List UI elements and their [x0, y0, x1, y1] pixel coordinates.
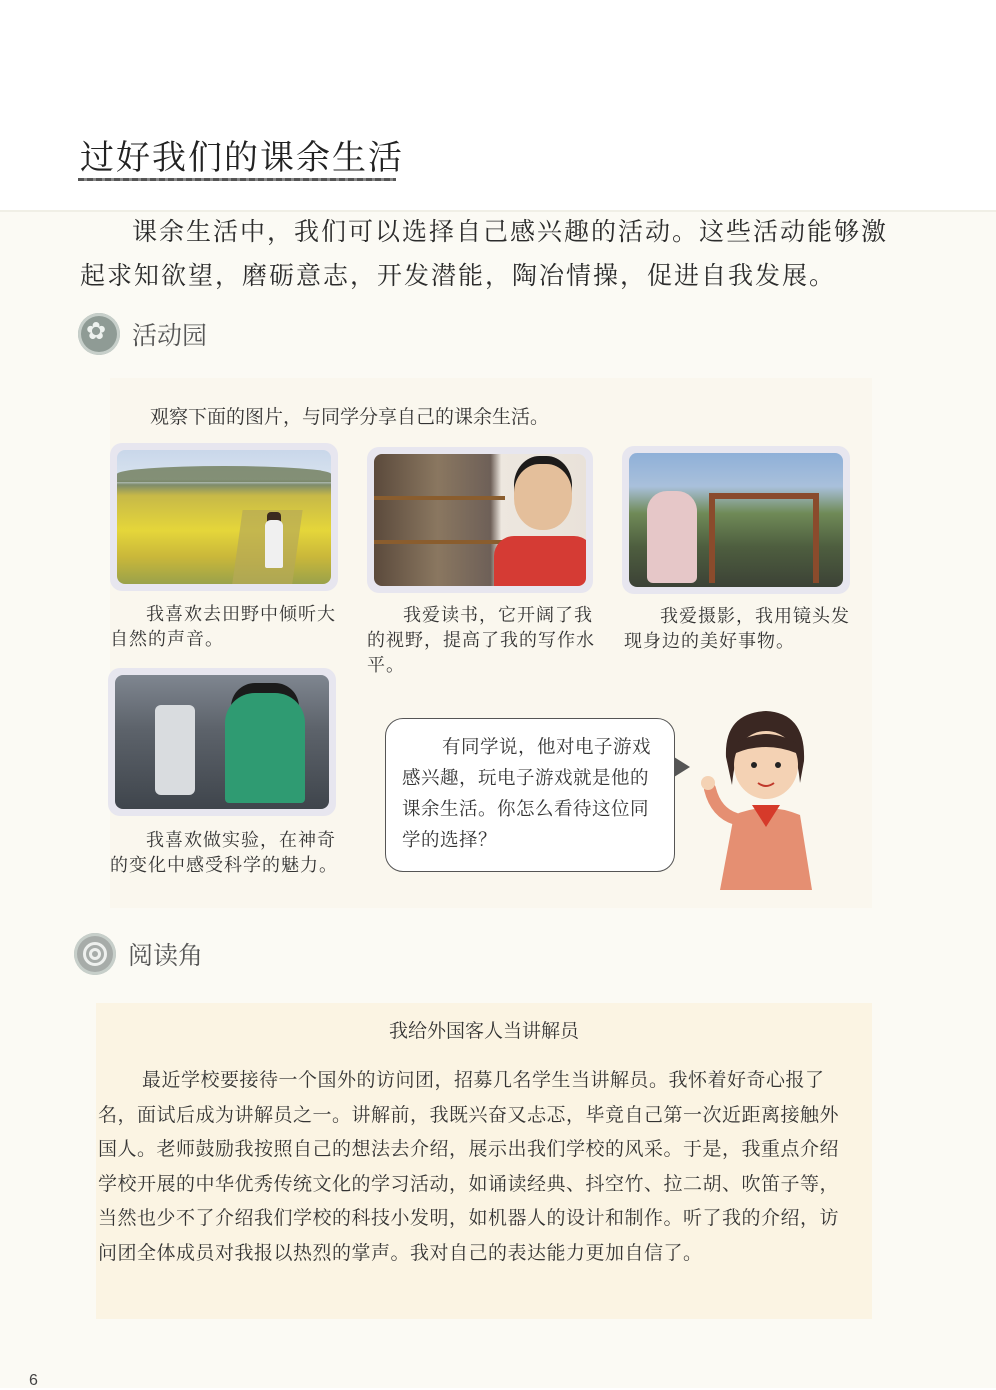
girl-hand — [701, 776, 715, 790]
photo-lab — [115, 675, 329, 809]
photo-photography-girl — [647, 491, 697, 583]
caption-books-text: 我爱读书，它开阔了我的视野，提高了我的写作水平。 — [367, 605, 595, 676]
activity-section-label: 活动园 — [132, 321, 208, 350]
photo-field — [117, 450, 331, 584]
cartoon-girl-illustration — [694, 705, 834, 890]
speech-bubble-content: 有同学说，他对电子游戏感兴趣，玩电子游戏就是他的课余生活。你怎么看待这位同学的选择？ — [402, 737, 652, 851]
article-body — [98, 1063, 850, 1271]
title-underline — [78, 178, 396, 181]
intro-text: 课余生活中，我们可以选择自己感兴趣的活动。这些活动能够激起求知欲望，磨砺意志，开发潜能，陶冶情操，促进自我发展。 — [80, 217, 889, 290]
photo-lab-boy — [225, 693, 305, 803]
girl-right-eye — [775, 762, 781, 768]
caption-field-text: 我喜欢去田野中倾听大自然的声音。 — [110, 604, 336, 650]
photo-field-child — [265, 520, 283, 568]
page-number: 6 — [29, 1372, 38, 1389]
photo-books — [374, 454, 586, 586]
caption-lab — [110, 828, 342, 878]
photo-photography-frame — [622, 446, 850, 594]
rings-icon — [74, 933, 116, 975]
reading-section-heading — [74, 933, 203, 975]
article-title: 我给外国客人当讲解员 — [388, 1020, 579, 1042]
girl-raised-arm — [710, 789, 736, 819]
photo-lab-microscope — [155, 705, 195, 795]
photo-field-frame — [110, 443, 338, 591]
photo-photography-arch — [709, 493, 819, 583]
caption-field — [110, 602, 342, 652]
photo-photography — [629, 453, 843, 587]
reading-section-label: 阅读角 — [128, 941, 204, 970]
intro-paragraph — [80, 210, 900, 298]
photo-books-boy-head — [514, 464, 572, 530]
flower-icon — [78, 313, 120, 355]
girl-left-eye — [751, 762, 757, 768]
photo-books-shelf — [374, 496, 505, 500]
activity-instruction: 观察下面的图片，与同学分享自己的课余生活。 — [150, 406, 550, 428]
lesson-title: 过好我们的课余生活 — [80, 138, 404, 178]
caption-photography — [624, 604, 852, 654]
activity-section-heading — [78, 313, 207, 355]
caption-lab-text: 我喜欢做实验，在神奇的变化中感受科学的魅力。 — [110, 830, 338, 876]
caption-books — [367, 603, 595, 678]
caption-photography-text: 我爱摄影，我用镜头发现身边的美好事物。 — [624, 606, 850, 652]
photo-books-boy-shirt — [494, 536, 586, 586]
photo-books-frame — [367, 447, 593, 593]
photo-field-hills — [117, 466, 331, 482]
article-paragraph: 最近学校要接待一个国外的访问团，招募几名学生当讲解员。我怀着好奇心报了名，面试后成为讲解员之一。讲解前，我既兴奋又忐忑，毕竟自己第一次近距离接触外国人。老师鼓励我按照自己的想法去介绍，展示出我们学校的风采。于是，我重点介绍学校开展的中华优秀传统文化的学习活动，如诵读经典、抖空竹、拉二胡、吹笛子等，当然也少不了介绍我们学校的科技小发明，如机器人的设计和制作。听了我的介绍，访问团全体成员对我报以热烈的掌声。我对自己的表达能力更加自信了。 — [98, 1069, 840, 1264]
photo-books-shelf — [374, 540, 505, 544]
speech-bubble-text — [402, 732, 664, 856]
photo-lab-frame — [108, 668, 336, 816]
